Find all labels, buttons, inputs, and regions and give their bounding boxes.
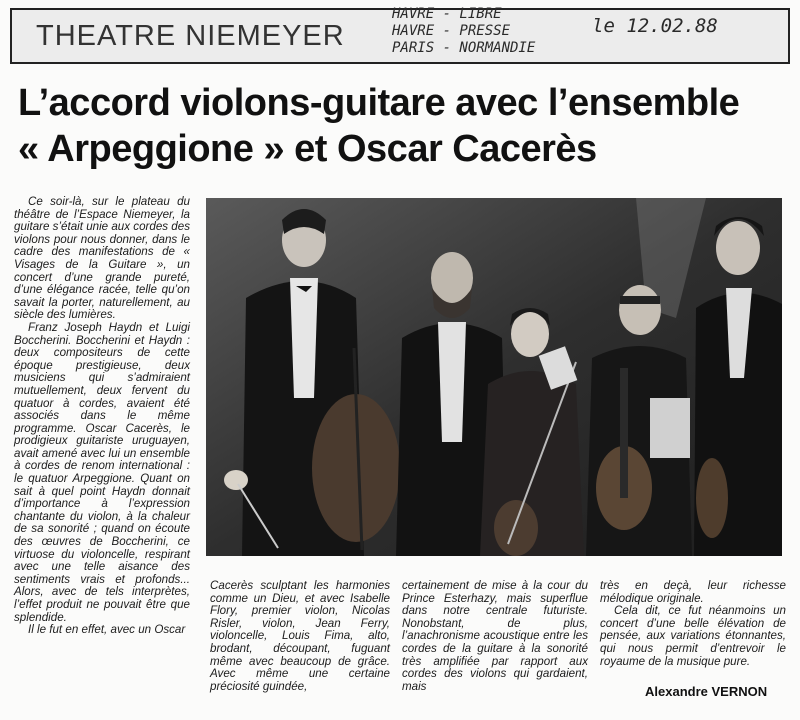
headline-line-2: « Arpeggione » et Oscar Cacerès bbox=[18, 128, 597, 170]
article-column-4 bbox=[600, 580, 786, 668]
paragraph: Cela dit, ce fut néanmoins un concert d’une belle élévation de pensée, aux variations étonnantes, qui nous permit d’entrevoir le royaume de la musique pure. bbox=[600, 604, 786, 668]
paragraph: très en deçà, leur richesse mélodique originale. bbox=[600, 579, 786, 605]
paragraph: Il le fut en effet, avec un Oscar bbox=[28, 623, 186, 637]
paragraph: Franz Joseph Haydn et Luigi Boccherini. Boccherini et Haydn : deux compositeurs de cette époque prestigieuse, deux musiciens qui s’admiraient mutuellement, deux fervent du quatuor à cordes, avaient été associés dans le même programme. Oscar Cacerès, le prodigieux guitariste uruguayen, avait amené avec lui un ensemble à cordes de renom international : le quatuor Arpeggione. Quant on sait à quel point Haydn donnait d’importance à l’expression chantante du violon, à la chaleur de sa sonorité ; quand on écoute des œuvres de Boccherini, ce virtuose du violoncelle, respirant avec une telle aisance des sentiments vrais et profonds... Alors, avec de tels interprètes, l’effet produit ne pouvait être que splendide. bbox=[14, 320, 190, 624]
publication-1: HAVRE - LIBRE bbox=[392, 6, 502, 22]
article-headline bbox=[18, 80, 788, 172]
publication-3: PARIS - NORMANDIE bbox=[392, 40, 536, 56]
ensemble-photo bbox=[206, 198, 782, 556]
section-title: THEATRE NIEMEYER bbox=[36, 20, 345, 52]
publication-2: HAVRE - PRESSE bbox=[392, 23, 511, 39]
handwritten-date: le 12.02.88 bbox=[592, 15, 718, 37]
paragraph: Ce soir-là, sur le plateau du théâtre de l’Espace Niemeyer, la guitare s’était unie aux cordes des violons pour nous donner, dans le cadre des manifestations de « Visages de la Guitare », un concert d’une grande pureté, d’une élégance racée, telle qu’on savait la porter, naturellement, au siècle des lumières. bbox=[14, 195, 190, 322]
headline-line-1: L’accord violons-guitare avec l’ensemble bbox=[18, 82, 740, 124]
article-column-2: Cacerès sculptant les harmonies comme un Dieu, et avec Isabelle Flory, premier violon, Nicolas Risler, violon, Jean Ferry, violoncelle, Louis Fima, alto, brodant, découpant, fuguant même avec beaucoup de grâce. Avec même une certaine préciosité guindée, bbox=[210, 579, 390, 693]
article-column-3: certainement de mise à la cour du Prince Esterhazy, mais superflue dans notre centrale futuriste. Nonobstant, de plus, l’anachronisme acoustique entre les cordes de la guitare à la sonorité très amplifiée par rapport aux cordes des violons qui gardaient, mais bbox=[402, 579, 588, 693]
handwritten-publications bbox=[392, 6, 535, 57]
article-column-1 bbox=[14, 196, 190, 637]
author-signature: Alexandre VERNON bbox=[645, 684, 768, 699]
